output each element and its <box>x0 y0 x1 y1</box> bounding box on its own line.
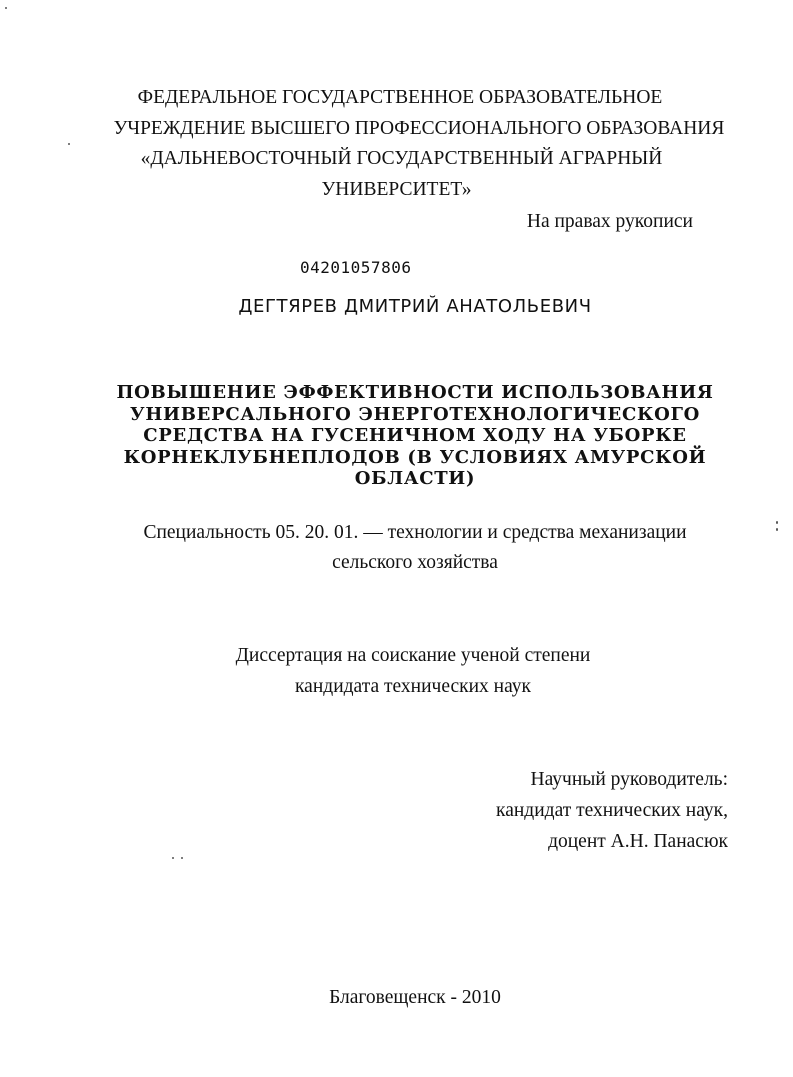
organization-line-1: ФЕДЕРАЛЬНОЕ ГОСУДАРСТВЕННОЕ ОБРАЗОВАТЕЛЬНОЕ <box>137 87 663 108</box>
scan-speck <box>181 857 183 859</box>
supervisor-name: доцент А.Н. Панасюк <box>548 831 728 852</box>
scan-speck <box>776 521 778 524</box>
dissertation-title <box>0 382 793 490</box>
organization-line-4: УНИВЕРСИТЕТ» <box>321 179 472 200</box>
rights-note: На правах рукописи <box>526 211 693 232</box>
specialty-line-2: сельского хозяйства <box>332 552 498 573</box>
supervisor-label: Научный руководитель: <box>530 769 728 790</box>
title-line: КОРНЕКЛУБНЕПЛОДОВ (В УСЛОВИЯХ АМУРСКОЙ <box>123 446 707 468</box>
title-line: СРЕДСТВА НА ГУСЕНИЧНОМ ХОДУ НА УБОРКЕ <box>143 425 687 446</box>
dissertation-degree-line-2: кандидата технических наук <box>295 676 531 697</box>
document-code: 04201057806 <box>300 258 412 277</box>
dissertation-degree-line-1: Диссертация на соискание ученой степени <box>235 645 591 666</box>
title-line: УНИВЕРСАЛЬНОГО ЭНЕРГОТЕХНОЛОГИЧЕСКОГО <box>130 403 700 425</box>
title-line: ПОВЫШЕНИЕ ЭФФЕКТИВНОСТИ ИСПОЛЬЗОВАНИЯ <box>116 382 714 403</box>
organization-line-3: «ДАЛЬНЕВОСТОЧНЫЙ ГОСУДАРСТВЕННЫЙ АГРАРНЫЙ <box>140 148 663 169</box>
scan-speck <box>172 857 174 859</box>
specialty-line-1: Специальность 05. 20. 01. — технологии и средства механизации <box>143 522 687 543</box>
scan-speck <box>5 7 7 9</box>
scan-speck <box>68 143 70 145</box>
city-year: Благовещенск - 2010 <box>329 987 501 1008</box>
title-line: ОБЛАСТИ) <box>354 468 476 489</box>
scan-speck <box>776 528 778 531</box>
organization-line-2: УЧРЕЖДЕНИЕ ВЫСШЕГО ПРОФЕССИОНАЛЬНОГО ОБРАЗОВАНИЯ <box>113 118 725 139</box>
supervisor-degree: кандидат технических наук, <box>496 800 728 821</box>
author-name: ДЕГТЯРЕВ ДМИТРИЙ АНАТОЛЬЕВИЧ <box>238 296 592 317</box>
